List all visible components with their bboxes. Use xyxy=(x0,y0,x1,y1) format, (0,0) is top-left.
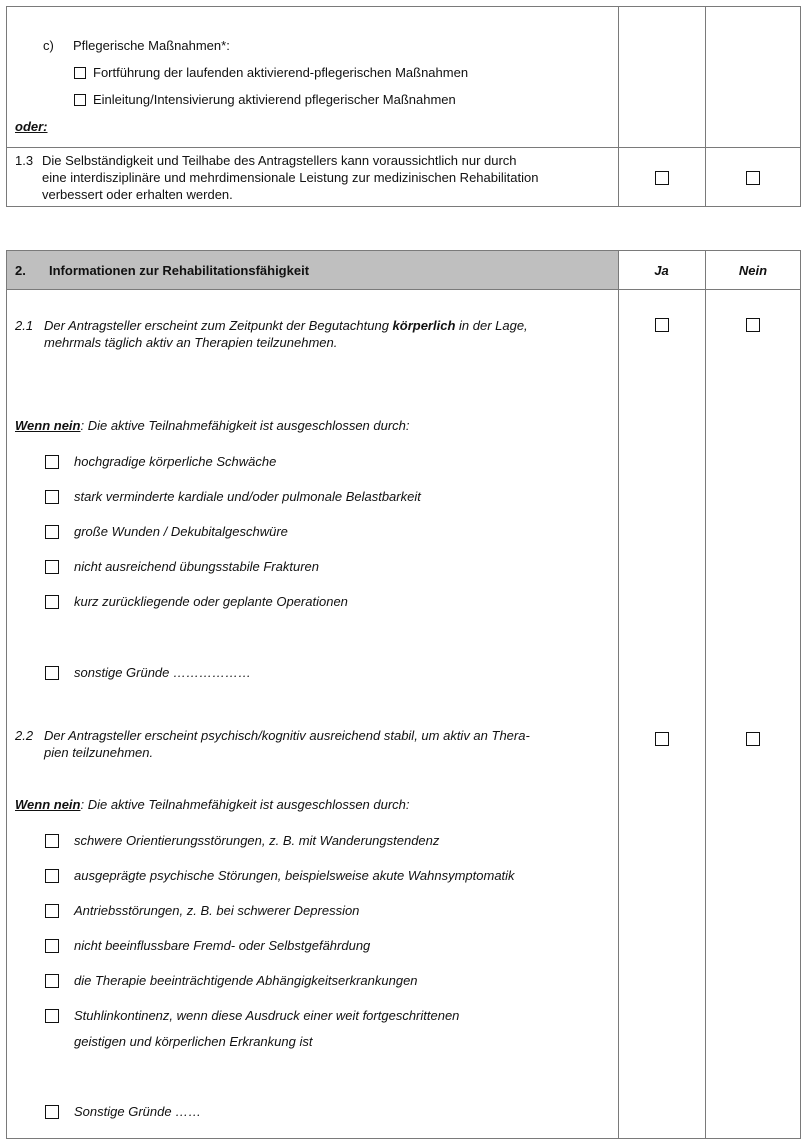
reason-22-checkbox[interactable] xyxy=(45,939,59,953)
reason-22-item-continued: geistigen und körperlichen Erkrankung ist xyxy=(74,1034,313,1049)
item-22-number: 2.2 xyxy=(15,728,34,743)
checkbox-einleitung[interactable] xyxy=(74,94,86,106)
reason-22-item: die Therapie beeinträchtigende Abhängigkeitserkrankungen xyxy=(74,973,418,988)
item-22-ja-checkbox[interactable] xyxy=(655,732,669,746)
item-22-text-line2: pien teilzunehmen. xyxy=(44,745,154,760)
reason-22-checkbox[interactable] xyxy=(45,904,59,918)
row-divider xyxy=(7,147,800,148)
item-13-ja-checkbox[interactable] xyxy=(655,171,669,185)
item-21-text-line1: Der Antragsteller erscheint zum Zeitpunkt der Begutachtung körperlich in der Lage, xyxy=(44,318,528,333)
item-21-text-line2: mehrmals täglich aktiv an Therapien teilzunehmen. xyxy=(44,335,338,350)
reason-22-item: ausgeprägte psychische Störungen, beispielsweise akute Wahnsymptomatik xyxy=(74,868,515,883)
reason-22-item: Antriebsstörungen, z. B. bei schwerer Depression xyxy=(74,903,360,918)
section-number: 2. xyxy=(15,263,26,278)
wenn-nein-21: Wenn nein: Die aktive Teilnahmefähigkeit ist ausgeschlossen durch: xyxy=(15,418,410,433)
item-13-number: 1.3 xyxy=(15,153,34,168)
header-divider xyxy=(7,289,800,290)
item-21-nein-checkbox[interactable] xyxy=(746,318,760,332)
reason-22-item: Stuhlinkontinenz, wenn diese Ausdruck einer weit fortgeschrittenen xyxy=(74,1008,460,1023)
reason-21-checkbox[interactable] xyxy=(45,455,59,469)
reason-21-item: große Wunden / Dekubitalgeschwüre xyxy=(74,524,288,539)
table-section-1 xyxy=(6,6,801,207)
reason-21-item: sonstige Gründe ……………… xyxy=(74,665,252,680)
item-21-ja-checkbox[interactable] xyxy=(655,318,669,332)
checkbox-fortfuehrung[interactable] xyxy=(74,67,86,79)
reason-21-checkbox[interactable] xyxy=(45,490,59,504)
reason-21-checkbox[interactable] xyxy=(45,666,59,680)
column-header-nein: Nein xyxy=(738,263,768,278)
item-c-label: Pflegerische Maßnahmen*: xyxy=(73,38,230,53)
column-divider xyxy=(705,251,706,1138)
column-header-ja: Ja xyxy=(654,263,669,278)
reason-21-item: hochgradige körperliche Schwäche xyxy=(74,454,277,469)
item-22-text-line1: Der Antragsteller erscheint psychisch/kognitiv ausreichend stabil, um aktiv an Thera- xyxy=(44,728,530,743)
section-title: Informationen zur Rehabilitationsfähigkeit xyxy=(49,263,310,278)
item-22-nein-checkbox[interactable] xyxy=(746,732,760,746)
column-divider xyxy=(618,251,619,1138)
option-fortfuehrung: Fortführung der laufenden aktivierend-pflegerischen Maßnahmen xyxy=(93,65,469,80)
table-section-2 xyxy=(6,250,801,1139)
reason-22-checkbox[interactable] xyxy=(45,1105,59,1119)
reason-21-item: nicht ausreichend übungsstabile Frakturen xyxy=(74,559,319,574)
reason-21-checkbox[interactable] xyxy=(45,525,59,539)
reason-22-checkbox[interactable] xyxy=(45,1009,59,1023)
item-c-marker: c) xyxy=(43,38,54,53)
reason-22-checkbox[interactable] xyxy=(45,834,59,848)
column-divider xyxy=(705,7,706,206)
reason-22-checkbox[interactable] xyxy=(45,974,59,988)
reason-21-item: stark verminderte kardiale und/oder pulmonale Belastbarkeit xyxy=(74,489,421,504)
wenn-nein-22: Wenn nein: Die aktive Teilnahmefähigkeit ist ausgeschlossen durch: xyxy=(15,797,410,812)
reason-21-checkbox[interactable] xyxy=(45,560,59,574)
reason-22-item: nicht beeinflussbare Fremd- oder Selbstgefährdung xyxy=(74,938,371,953)
reason-21-checkbox[interactable] xyxy=(45,595,59,609)
item-13-text-line1: Die Selbständigkeit und Teilhabe des Antragstellers kann voraussichtlich nur durch xyxy=(42,153,517,168)
item-13-text-line2: eine interdisziplinäre und mehrdimensionale Leistung zur medizinischen Rehabilitation xyxy=(42,170,539,185)
item-21-number: 2.1 xyxy=(15,318,34,333)
reason-21-item: kurz zurückliegende oder geplante Operationen xyxy=(74,594,348,609)
reason-22-checkbox[interactable] xyxy=(45,869,59,883)
item-13-nein-checkbox[interactable] xyxy=(746,171,760,185)
reason-22-item: Sonstige Gründe …… xyxy=(74,1104,202,1119)
option-einleitung: Einleitung/Intensivierung aktivierend pflegerischer Maßnahmen xyxy=(93,92,456,107)
item-13-text-line3: verbessert oder erhalten werden. xyxy=(42,187,233,202)
column-divider xyxy=(618,7,619,206)
reason-22-item: schwere Orientierungsstörungen, z. B. mit Wanderungstendenz xyxy=(74,833,440,848)
oder-label: oder: xyxy=(15,119,48,134)
